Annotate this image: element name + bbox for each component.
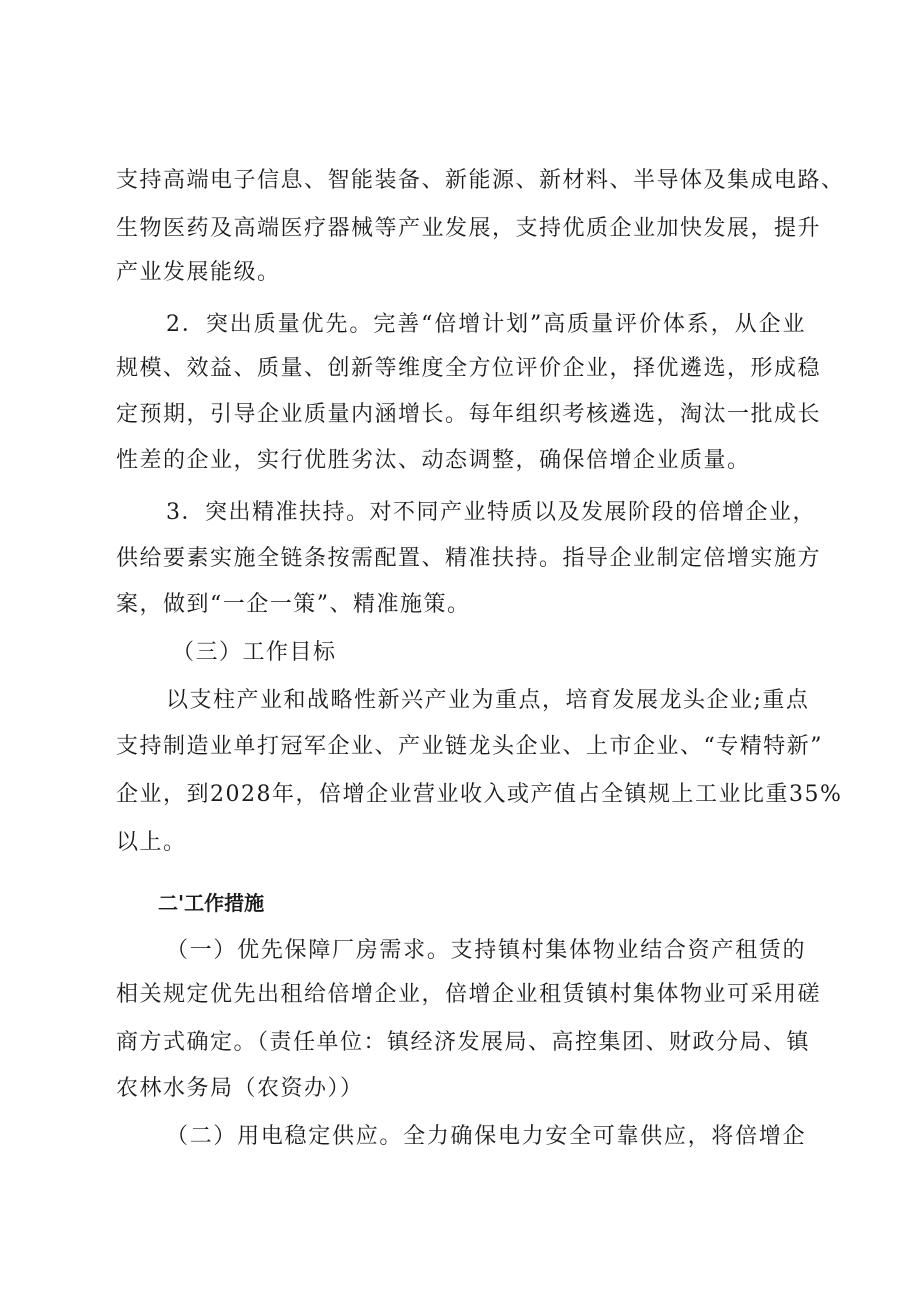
- body-line: 以上。: [116, 830, 187, 855]
- body-line: 支持高端电子信息、智能装备、新能源、新材料、半导体及集成电路、: [116, 168, 845, 193]
- body-line: 农林水务局（农资办））: [116, 1076, 364, 1101]
- body-line: （一）优先保障厂房需求。支持镇村集体物业结合资产租赁的: [166, 938, 806, 963]
- body-line: 生物医药及高端医疗器械等产业发展，支持优质企业加快发展，提升: [116, 216, 822, 241]
- section-heading-work-measures: 二'工作措施: [158, 891, 265, 915]
- body-line: 规模、效益、质量、创新等维度全方位评价企业，择优遴选，形成稳: [116, 356, 822, 381]
- section-heading-work-goals: （三）工作目标: [172, 640, 337, 665]
- body-line: 供给要素实施全链条按需配置、精准扶持。指导企业制定倍增实施方: [116, 546, 822, 571]
- body-line: 产业发展能级。: [116, 260, 281, 285]
- paragraph-heading-3: 3．突出精准扶持。对不同产业特质以及发展阶段的倍增企业，: [166, 500, 816, 525]
- body-line: 企业，到2028年，倍增企业营业收入或产值占全镇规上工业比重35%: [116, 782, 843, 807]
- body-line: 商方式确定。（责任单位：镇经济发展局、高控集团、财政分局、镇: [116, 1030, 811, 1055]
- body-line: 定预期，引导企业质量内涵增长。每年组织考核遴选，淘汰一批成长: [116, 402, 822, 427]
- body-line: 案，做到“一企一策”、精准施策。: [116, 592, 471, 617]
- body-line: 以支柱产业和战略性新兴产业为重点，培育发展龙头企业;重点: [166, 688, 810, 713]
- body-line: 相关规定优先出租给倍增企业，倍增企业租赁镇村集体物业可采用磋: [116, 982, 822, 1007]
- body-line: 支持制造业单打冠军企业、产业链龙头企业、上市企业、“专精特新”: [116, 734, 823, 759]
- paragraph-heading-2: 2．突出质量优先。完善“倍增计划”高质量评价体系，从企业: [166, 312, 806, 337]
- body-line: 性差的企业，实行优胜劣汰、动态调整，确保倍增企业质量。: [116, 448, 751, 473]
- body-line: （二）用电稳定供应。全力确保电力安全可靠供应，将倍增企: [166, 1124, 806, 1149]
